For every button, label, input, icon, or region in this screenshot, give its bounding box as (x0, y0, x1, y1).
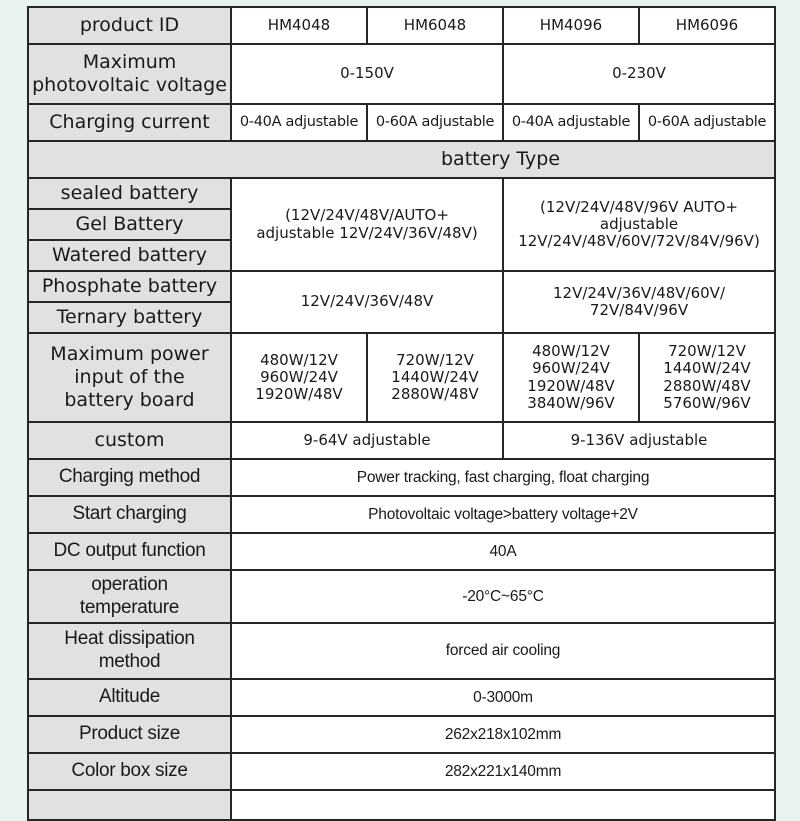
row-operation-temperature (28, 570, 775, 623)
row-sealed-battery (28, 178, 775, 209)
phosphate-battery-label: Phosphate battery (28, 271, 231, 302)
charging-current-hm4096: 0-40A adjustable (503, 104, 639, 141)
heat-dissipation-value: forced air cooling (231, 623, 775, 679)
max-power-input-label: Maximum power input of the battery board (28, 333, 231, 422)
lead-acid-voltage-96v: (12V/24V/48V/96V AUTO+ adjustable 12V/24V/48V/60V/72V/84V/96V) (503, 178, 775, 271)
row-charging-method (28, 459, 775, 496)
start-charging-value: Photovoltaic voltage>battery voltage+2V (231, 496, 775, 533)
max-power-hm6096: 720W/12V 1440W/24V 2880W/48V 5760W/96V (639, 333, 775, 422)
row-product-id (28, 7, 775, 44)
row-cut-off (28, 790, 775, 820)
charging-current-hm4048: 0-40A adjustable (231, 104, 367, 141)
max-power-hm6048: 720W/12V 1440W/24V 2880W/48V (367, 333, 503, 422)
sealed-battery-label: sealed battery (28, 178, 231, 209)
row-dc-output (28, 533, 775, 570)
gel-battery-label: Gel Battery (28, 209, 231, 240)
model-hm4048: HM4048 (231, 7, 367, 44)
color-box-size-label: Color box size (28, 753, 231, 790)
row-heat-dissipation (28, 623, 775, 679)
start-charging-label: Start charging (28, 496, 231, 533)
max-pv-voltage-48v: 0-150V (231, 44, 503, 104)
cut-off-label-cell (28, 790, 231, 820)
product-size-value: 262x218x102mm (231, 716, 775, 753)
charging-current-hm6096: 0-60A adjustable (639, 104, 775, 141)
charging-method-label: Charging method (28, 459, 231, 496)
row-battery-type (28, 141, 775, 178)
charging-current-hm6048: 0-60A adjustable (367, 104, 503, 141)
model-hm4096: HM4096 (503, 7, 639, 44)
dc-output-value: 40A (231, 533, 775, 570)
lead-acid-voltage-48v: (12V/24V/48V/AUTO+ adjustable 12V/24V/36V/48V) (231, 178, 503, 271)
custom-voltage-48v: 9-64V adjustable (231, 422, 503, 459)
operation-temperature-label: operation temperature (28, 570, 231, 623)
charging-method-value: Power tracking, fast charging, float charging (231, 459, 775, 496)
row-altitude (28, 679, 775, 716)
row-product-size (28, 716, 775, 753)
altitude-value: 0-3000m (231, 679, 775, 716)
watered-battery-label: Watered battery (28, 240, 231, 271)
row-phosphate-battery (28, 271, 775, 302)
altitude-label: Altitude (28, 679, 231, 716)
product-id-label: product ID (28, 7, 231, 44)
max-pv-voltage-label: Maximum photovoltaic voltage (28, 44, 231, 104)
custom-voltage-96v: 9-136V adjustable (503, 422, 775, 459)
color-box-size-value: 282x221x140mm (231, 753, 775, 790)
lithium-voltage-48v: 12V/24V/36V/48V (231, 271, 503, 333)
row-custom (28, 422, 775, 459)
max-power-hm4048: 480W/12V 960W/24V 1920W/48V (231, 333, 367, 422)
lithium-voltage-96v: 12V/24V/36V/48V/60V/ 72V/84V/96V (503, 271, 775, 333)
heat-dissipation-label: Heat dissipation method (28, 623, 231, 679)
max-pv-voltage-96v: 0-230V (503, 44, 775, 104)
model-hm6096: HM6096 (639, 7, 775, 44)
max-power-hm4096: 480W/12V 960W/24V 1920W/48V 3840W/96V (503, 333, 639, 422)
charging-current-label: Charging current (28, 104, 231, 141)
row-charging-current (28, 104, 775, 141)
battery-type-heading: battery Type (28, 141, 775, 178)
row-max-power-input (28, 333, 775, 422)
dc-output-label: DC output function (28, 533, 231, 570)
row-max-pv-voltage (28, 44, 775, 104)
model-hm6048: HM6048 (367, 7, 503, 44)
row-color-box-size (28, 753, 775, 790)
row-start-charging (28, 496, 775, 533)
spec-table (27, 6, 776, 821)
ternary-battery-label: Ternary battery (28, 302, 231, 333)
cut-off-value-cell (231, 790, 775, 820)
product-size-label: Product size (28, 716, 231, 753)
operation-temperature-value: -20°C~65°C (231, 570, 775, 623)
custom-label: custom (28, 422, 231, 459)
